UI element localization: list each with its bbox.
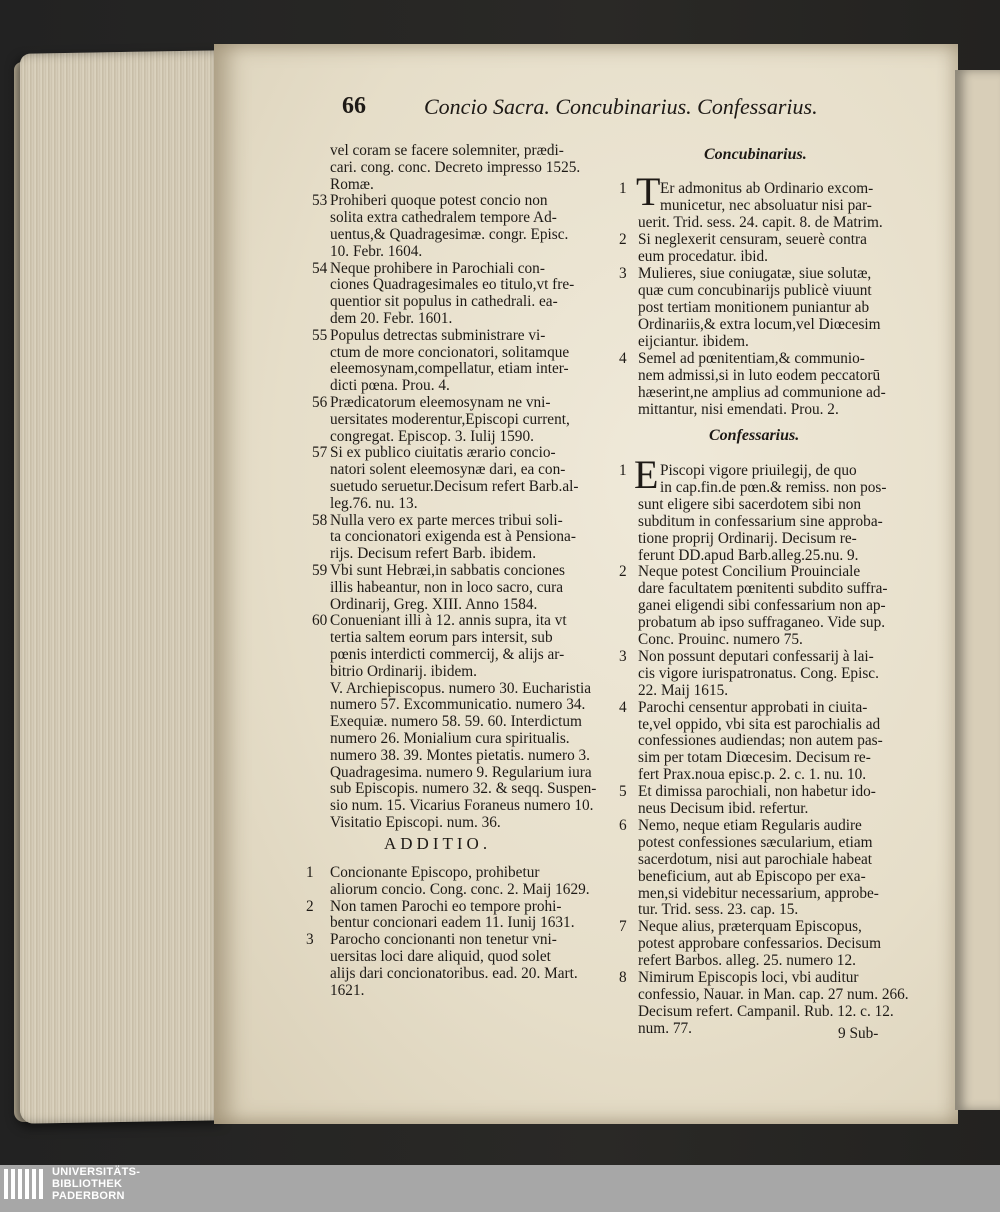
text-line: Si neglexerit censuram, seuerè contra	[638, 231, 867, 248]
text-line: te,vel oppido, vbi sita est parochialis ad	[638, 715, 881, 733]
text-line: rijs. Decisum refert Barb. ibidem.	[330, 545, 537, 563]
item-number: 3	[619, 265, 627, 282]
item-number: 7	[619, 918, 627, 936]
text-line: Vbi sunt Hebræi,in sabbatis conciones	[330, 562, 565, 579]
text-line: quentior sit populus in cathedrali. ea-	[330, 293, 558, 311]
text-line: Concionante Episcopo, prohibetur	[330, 864, 540, 881]
text-line: ganei eligendi sibi confessarium non ap-	[638, 597, 886, 615]
item-number: 57	[312, 444, 328, 462]
text-line: Decisum refert. Campanil. Rub. 12. c. 12.	[638, 1002, 894, 1020]
text-line: Conueniant illi à 12. annis supra, ita vt	[330, 612, 567, 630]
text-line: leg.76. nu. 13.	[330, 494, 418, 512]
text-line: uentus,& Quadragesimæ. congr. Episc.	[330, 226, 569, 243]
text-line: Semel ad pœnitentiam,& communio-	[638, 350, 865, 367]
item-number: 55	[312, 326, 328, 344]
text-line: Nulla vero ex parte merces tribui soli-	[330, 511, 563, 529]
text-line: congregat. Episcop. 3. Iulij 1590.	[330, 427, 534, 445]
item-number: 1	[619, 180, 627, 197]
text-line: Neque prohibere in Parochiali con-	[330, 259, 545, 277]
text-line: cari. cong. conc. Decreto impresso 1525.	[330, 158, 581, 176]
logo-text-line2: BIBLIOTHEK	[52, 1178, 123, 1190]
item-number: 4	[619, 698, 627, 716]
text-line: cis vigore iurispatronatus. Cong. Episc.	[638, 664, 879, 682]
text-line: Prædicatorum eleemosynam ne vni-	[330, 394, 551, 411]
text-line: sub Episcopis. numero 32. & seqq. Suspen-	[330, 780, 597, 798]
text-line: ferunt DD.apud Barb.alleg.25.nu. 9.	[638, 546, 859, 564]
running-title: Concio Sacra. Concubinarius. Confessarius.	[424, 94, 818, 119]
item-number: 58	[312, 511, 328, 529]
text-line: confessiones audiendas; non autem pas-	[638, 732, 883, 750]
text-line: numero 26. Monialium cura spiritualis.	[330, 730, 570, 747]
text-line: eijciantur. ibidem.	[638, 333, 749, 350]
text-line: Ordinariis,& extra locum,vel Diœcesim	[638, 316, 881, 333]
item-number: 2	[619, 231, 627, 248]
text-line: potest confessiones sæcularium, etiam	[638, 833, 873, 851]
text-line: numero 57. Excommunicatio. numero 34.	[330, 696, 586, 714]
text-line: Mulieres, siue coniugatæ, siue solutæ,	[638, 265, 872, 282]
item-number: 54	[312, 259, 328, 277]
text-line: sim per totam Diœcesim. Decisum re-	[638, 749, 871, 767]
text-line: hæserint,ne amplius ad communione ad-	[638, 384, 886, 401]
text-line: dem 20. Febr. 1601.	[330, 310, 453, 327]
confessarius-heading: Confessarius.	[709, 427, 800, 444]
text-line: nem admissi,si in luto eodem peccatorū	[638, 367, 881, 384]
text-line: Exequiæ. numero 58. 59. 60. Interdictum	[330, 713, 582, 731]
text-line: neus Decisum ibid. refertur.	[638, 800, 809, 817]
text-line: 10. Febr. 1604.	[330, 242, 423, 260]
text-line: Nimirum Episcopis loci, vbi auditur	[638, 969, 859, 986]
text-line: Ordinarij, Greg. XIII. Anno 1584.	[330, 595, 538, 613]
text-line: Parochi censentur approbati in ciuita-	[638, 698, 868, 716]
text-line: quæ cum concubinarijs publicè viuunt	[638, 282, 872, 299]
item-number: 3	[306, 931, 314, 949]
text-line: eleemosynam,compellatur, etiam inter-	[330, 360, 569, 378]
item-number: 2	[619, 563, 627, 581]
text-line: 22. Maij 1615.	[638, 681, 729, 699]
text-line: subditum in confessarium sine approba-	[638, 512, 883, 530]
text-line: Parocho concionanti non tenetur vni-	[330, 931, 557, 949]
text-line: 1621.	[330, 981, 365, 999]
text-line: sunt eligere sibi sacerdotem sibi non	[638, 495, 862, 513]
text-line: beneficium, aut ab Episcopo per exa-	[638, 867, 866, 885]
text-line: mittantur, nisi emendati. Prou. 2.	[638, 401, 839, 418]
text-line: ta concionatori exigenda est à Pensiona-	[330, 528, 576, 546]
text-line: confessio, Nauar. in Man. cap. 27 num. 266.	[638, 985, 909, 1003]
text-line: fert Prax.noua episc.p. 2. c. 1. nu. 10.	[638, 766, 867, 784]
text-line: municetur, nec absoluatur nisi par-	[660, 197, 872, 214]
text-line: Non tamen Parochi eo tempore prohi-	[330, 897, 562, 915]
text-line: Nemo, neque etiam Regularis audire	[638, 816, 862, 834]
text-line: tertia saltem eorum pars intersit, sub	[330, 629, 553, 647]
text-line: tur. Trid. sess. 23. cap. 15.	[638, 901, 799, 919]
text-line: Populus detrectas subministrare vi-	[330, 326, 546, 344]
text-line: Et dimissa parochiali, non habetur ido-	[638, 783, 876, 801]
text-line: uerit. Trid. sess. 24. capit. 8. de Matrim.	[638, 214, 883, 231]
text-line: illis habeantur, non in loco sacro, cura	[330, 578, 564, 596]
text-line: men,si videbitur necessarium, approbe-	[638, 884, 879, 902]
text-line: uersitates moderentur,Episcopi current,	[330, 410, 570, 428]
text-line: Visitatio Episcopi. num. 36.	[330, 814, 501, 831]
footer-bar	[0, 1165, 1000, 1212]
item-number: 6	[619, 816, 627, 834]
page-block-edge	[20, 50, 225, 1124]
drop-cap-e: E	[634, 452, 659, 497]
text-line: potest approbare confessarios. Decisum	[638, 935, 881, 953]
text-line: eum procedatur. ibid.	[638, 248, 768, 265]
text-line: sacerdotum, nisi aut parochiale habeat	[638, 850, 873, 868]
item-number: 5	[619, 783, 627, 801]
text-line: Prohiberi quoque potest concio non	[330, 192, 548, 210]
logo-text-line3: PADERBORN	[52, 1190, 125, 1202]
concubinarius-heading: Concubinarius.	[704, 146, 807, 163]
drop-cap-t: T	[636, 169, 661, 214]
additio-heading: ADDITIO.	[384, 834, 492, 853]
item-number: 56	[312, 394, 328, 411]
text-line: Romæ.	[330, 175, 374, 193]
item-number: 4	[619, 350, 627, 367]
item-number: 8	[619, 969, 627, 986]
item-number: 60	[312, 612, 328, 630]
text-line: sio num. 15. Vicarius Foraneus numero 10.	[330, 797, 594, 815]
item-number: 53	[312, 192, 328, 210]
text-line: pœnis interdicti commercij, & alijs ar-	[330, 646, 565, 663]
text-line: dare facultatem pœnitenti subdito suffra-	[638, 580, 888, 598]
text-line: bitrio Ordinarij. ibidem.	[330, 662, 477, 680]
text-line: Er admonitus ab Ordinario excom-	[660, 180, 874, 197]
text-line: in cap.fin.de pœn.& remiss. non pos-	[660, 478, 887, 496]
text-line: Neque alius, præterquam Episcopus,	[638, 918, 862, 936]
text-line: V. Archiepiscopus. numero 30. Eucharistia	[330, 679, 591, 697]
text-line: tione proprij Ordinarij. Decisum re-	[638, 529, 857, 547]
text-line: alijs dari concionatoribus. ead. 20. Mart.	[330, 964, 578, 982]
item-number: 2	[306, 897, 314, 915]
logo-text-line1: UNIVERSITÄTS-	[52, 1166, 141, 1178]
item-number: 3	[619, 647, 627, 665]
facing-page-edge	[955, 70, 1000, 1110]
library-logo-icon	[0, 1165, 48, 1212]
text-line: Neque potest Concilium Prouinciale	[638, 563, 861, 581]
text-line: ciones Quadragesimales eo titulo,vt fre-	[330, 276, 575, 294]
text-line: Non possunt deputari confessarij à lai-	[638, 647, 874, 665]
text-line: num. 77.	[638, 1019, 692, 1037]
text-line: Quadragesima. numero 9. Regularium iura	[330, 763, 592, 781]
text-line: solita extra cathedralem tempore Ad-	[330, 209, 557, 227]
item-number: 1	[306, 864, 314, 881]
text-line: Si ex publico ciuitatis ærario concio-	[330, 444, 556, 462]
text-line: refert Barbos. alleg. 25. numero 12.	[638, 952, 856, 970]
item-number: 59	[312, 562, 328, 579]
text-line: aliorum concio. Cong. conc. 2. Maij 1629.	[330, 880, 590, 898]
text-line: probatum ab ipso suffraganeo. Vide sup.	[638, 614, 886, 632]
text-line: ctum de more concionatori, solitamque	[330, 343, 570, 361]
text-line: Piscopi vigore priuilegij, de quo	[660, 462, 857, 479]
text-line: suetudo seruetur.Decisum refert Barb.al-	[330, 478, 579, 495]
item-number: 1	[619, 462, 627, 479]
text-line: Conc. Prouinc. numero 75.	[638, 631, 803, 648]
text-line: uersitas loci dare aliquid, quod solet	[330, 948, 551, 965]
text-line: post tertiam monitionem puniantur ab	[638, 299, 870, 316]
text-line: vel coram se facere solemniter, prædi-	[330, 142, 564, 159]
text-line: natori solent eleemosynæ dari, ea con-	[330, 461, 566, 479]
text-line: numero 38. 39. Montes pietatis. numero 3.	[330, 746, 591, 764]
text-line: dicti pœna. Prou. 4.	[330, 377, 450, 395]
text-line: bentur concionari eadem 11. Iunij 1631.	[330, 914, 575, 932]
page-number: 66	[342, 93, 366, 119]
catchword: 9 Sub-	[838, 1025, 879, 1042]
